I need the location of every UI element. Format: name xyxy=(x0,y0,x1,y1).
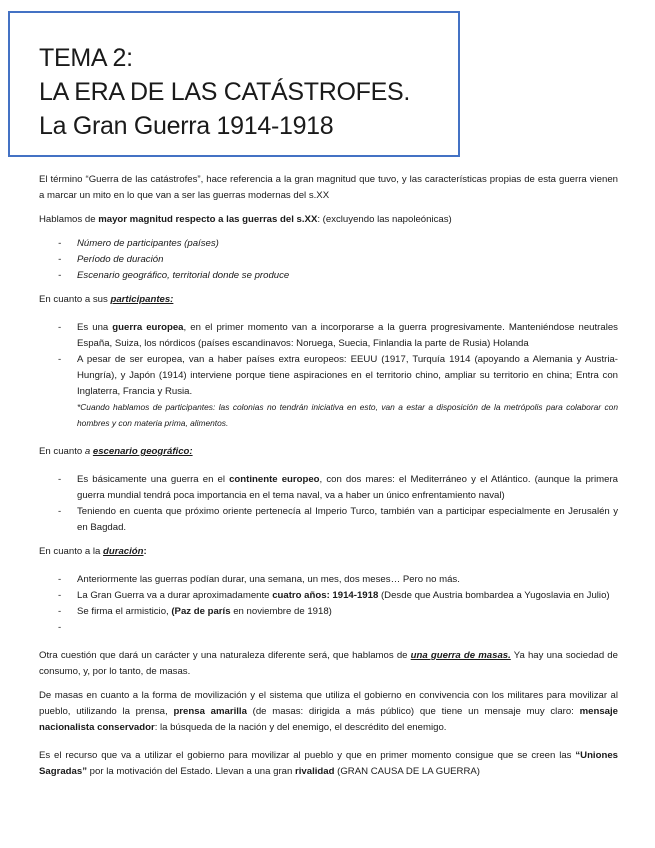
item-text: , en el primer momento van a incorporarse a la guerra progresivamente. Manteniéndose neutrales España, Suiza, los nórdicos (países escandinavos: Noruega, Suecia, Finlandia la parte de Rusia) Holanda xyxy=(77,322,618,349)
title-line-1: TEMA 2: xyxy=(39,44,133,72)
item-bold: cuatro años: 1914-1918 xyxy=(272,590,379,601)
movilizacion-text: (de masas: dirigida a más público) que tiene un mensaje muy claro: xyxy=(246,706,580,717)
escenario-heading xyxy=(39,444,618,460)
item-text: La Gran Guerra va a durar aproximadamente xyxy=(77,590,273,601)
uniones-text: (GRAN CAUSA DE LA GUERRA) xyxy=(334,766,481,777)
escenario-label: escenario geográfico: xyxy=(92,446,193,457)
list-item: - Anteriormente las guerras podían durar, una semana, un mes, dos meses… Pero no más. xyxy=(39,572,618,588)
item-bold: guerra europea xyxy=(112,322,184,333)
duracion-pre: En cuanto a la xyxy=(39,546,104,557)
escenario-list xyxy=(39,472,618,536)
duracion-label: duración xyxy=(103,546,144,557)
item-text: , con dos mares: el Mediterráneo y el Atlántico. (aunque la primera guerra mundial tendrá poca importancia en el tema naval, va a haber un único enfrentamiento naval) xyxy=(77,474,618,501)
participantes-label: participantes: xyxy=(110,294,174,305)
title-line-2: LA ERA DE LAS CATÁSTROFES. xyxy=(39,78,411,106)
uniones-bold: “Uniones Sagradas” xyxy=(39,750,618,777)
movilizacion-text: De masas en cuanto a la forma de movilización y el sistema que utiliza el gobierno en convivencia con los militares para movilizar al pueblo, utilizando la prensa, xyxy=(39,690,618,717)
magnitud-pre: Hablamos de xyxy=(39,214,99,225)
duracion-list xyxy=(39,572,618,636)
item-bold: continente europeo xyxy=(229,474,320,485)
list-item xyxy=(39,604,618,620)
document-body xyxy=(39,172,618,780)
duracion-heading xyxy=(39,544,618,560)
item-text: Es básicamente una guerra en el xyxy=(77,474,230,485)
uniones-text: Es el recurso que va a utilizar el gobierno para movilizar al pueblo y que en primer momento consigue que se creen las xyxy=(39,750,576,761)
masas-post: Ya hay una sociedad de consumo, y, por lo tanto, de masas. xyxy=(39,650,618,677)
escenario-pre: En cuanto xyxy=(39,446,85,457)
movilizacion-bold: prensa amarilla xyxy=(173,706,247,717)
item-bold: (Paz de parís xyxy=(171,606,231,617)
magnitud-bold: mayor magnitud respecto a las guerras del s.XX xyxy=(98,214,318,225)
item-text: Es una xyxy=(77,322,113,333)
list-item: - Escenario geográfico, territorial donde se produce xyxy=(39,268,618,284)
uniones-bold: rivalidad xyxy=(295,766,335,777)
list-item xyxy=(39,320,618,352)
movilizacion-paragraph xyxy=(39,688,618,736)
list-item xyxy=(39,472,618,504)
movilizacion-text: : la búsqueda de la nación y del enemigo, el descrédito del enemigo. xyxy=(154,722,447,733)
title-line-3: La Gran Guerra 1914-1918 xyxy=(39,112,334,140)
item-text: Se firma el armisticio, xyxy=(77,606,172,617)
magnitud-post: : (excluyendo las napoleónicas) xyxy=(317,214,452,225)
participantes-heading xyxy=(39,292,618,308)
uniones-paragraph xyxy=(39,748,618,780)
item-text: (Desde que Austria bombardea a Yugoslavia en Julio) xyxy=(378,590,610,601)
magnitud-list xyxy=(39,236,618,284)
masas-pre: Otra cuestión que dará un carácter y una naturaleza diferente será, que hablamos de xyxy=(39,650,411,661)
participantes-note: *Cuando hablamos de participantes: las colonias no tendrán iniciativa en esto, van a estar a disposición de la metrópolis para colaborar con hombres y con materia prima, alimentos. xyxy=(77,402,618,428)
masas-paragraph xyxy=(39,648,618,680)
uniones-text: por la motivación del Estado. Llevan a una gran xyxy=(87,766,295,777)
participantes-pre: En cuanto a sus xyxy=(39,294,111,305)
item-text: A pesar de ser europea, van a haber países extra europeos: EEUU (1917, Turquía 1914 (apoyando a Alemania y Austria-Hungría), y Japón (1914) interviene porque tiene aspiraciones en el territorio chino, ampliar su territorio en china; Entra con Inglaterra, Francia y Rusia. xyxy=(77,354,618,397)
list-item xyxy=(39,352,618,432)
list-item xyxy=(39,588,618,604)
movilizacion-bold: mensaje nacionalista conservador xyxy=(39,706,618,733)
masas-label: una guerra de masas. xyxy=(410,650,511,661)
escenario-italic: a xyxy=(84,446,93,457)
duracion-colon: : xyxy=(143,546,147,557)
item-text: en noviembre de 1918) xyxy=(230,606,332,617)
participantes-list xyxy=(39,320,618,432)
list-item: - Período de duración xyxy=(39,252,618,268)
list-item: - Número de participantes (países) xyxy=(39,236,618,252)
magnitud-paragraph xyxy=(39,212,618,228)
title-box xyxy=(8,11,460,157)
intro-paragraph: El término “Guerra de las catástrofes”, hace referencia a la gran magnitud que tuvo, y las características propias de esta guerra vienen a marcar un mito en lo que van a ser las guerras modernas del s.XX xyxy=(39,174,618,201)
list-item-empty xyxy=(39,620,618,636)
list-item: - Teniendo en cuenta que próximo oriente pertenecía al Imperio Turco, también van a participar especialmente en Jerusalén y en Bagdad. xyxy=(39,504,618,536)
